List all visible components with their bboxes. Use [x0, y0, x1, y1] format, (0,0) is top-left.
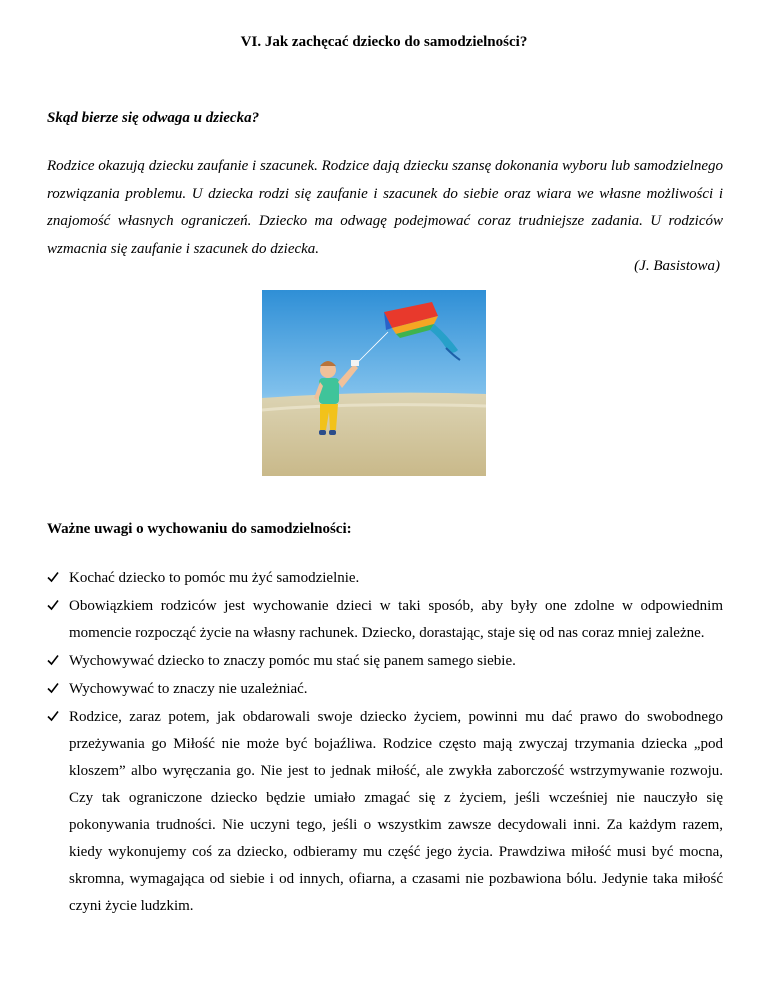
section-title: Ważne uwagi o wychowaniu do samodzielności: [47, 521, 352, 537]
quote-author: (J. Basistowa) [634, 258, 720, 274]
list-item-text: Obowiązkiem rodziców jest wychowanie dzieci w taki sposób, aby były one zdolne w odpowiednim momencie rozpocząć życie na własny rachunek. Dziecko, dorastając, staje się od nas coraz mniej zależne. [69, 598, 723, 641]
list-item [47, 704, 723, 920]
quote-paragraph: Rodzice okazują dziecku zaufanie i szacunek. Rodzice dają dziecku szansę dokonania wyboru lub samodzielnego rozwiązania problemu. U dziecka rodzi się zaufanie i szacunek do siebie oraz wiara we własne możliwości i znajomość własnych ograniczeń. Dziecko ma odwagę podejmować coraz trudniejsze zadania. U rodziców wzmacnia się zaufanie i szacunek do dziecka. [47, 158, 723, 257]
checkmark-icon [47, 565, 63, 592]
list-item [47, 648, 723, 675]
list-item [47, 593, 723, 647]
section-subtitle: Skąd bierze się odwaga u dziecka? [47, 110, 260, 126]
list-item [47, 565, 723, 592]
checkmark-icon [47, 676, 63, 703]
list-item [47, 676, 723, 703]
list-item-text: Rodzice, zaraz potem, jak obdarowali swoje dziecko życiem, powinni mu dać prawo do swobodnego przeżywania go Miłość nie może być bojaźliwa. Rodzice często mają zwyczaj trzymania dziecka „pod kloszem” albo wyręczania go. Nie jest to jednak miłość, ale zwykła zaborczość wstrzymywanie rozwoju. Czy tak ograniczone dziecko będzie umiało zmagać się z życiem, jeśli wcześniej nie nauczyło się pokonywania trudności. Nie uczyni tego, jeśli o wszystkim zawsze decydowali inni. Za każdym razem, kiedy wykonujemy coś za dziecko, odbieramy mu część jego życia. Prawdziwa miłość musi być mocna, skromna, wymagająca od siebie i od innych, ofiarna, a czasami nie pozbawiona bólu. Jedynie taka miłość czyni życie ludzkim. [69, 709, 723, 914]
list-item-text: Kochać dziecko to pomóc mu żyć samodzielnie. [69, 570, 360, 586]
boy-flying-kite-photo [262, 290, 486, 476]
list-item-text: Wychowywać dziecko to znaczy pomóc mu stać się panem samego siebie. [69, 653, 516, 669]
checkmark-icon [47, 704, 63, 731]
tips-list [47, 565, 723, 921]
page-title: VI. Jak zachęcać dziecko do samodzielności? [240, 34, 528, 50]
list-item-text: Wychowywać to znaczy nie uzależniać. [69, 681, 308, 697]
checkmark-icon [47, 648, 63, 675]
checkmark-icon [47, 593, 63, 620]
